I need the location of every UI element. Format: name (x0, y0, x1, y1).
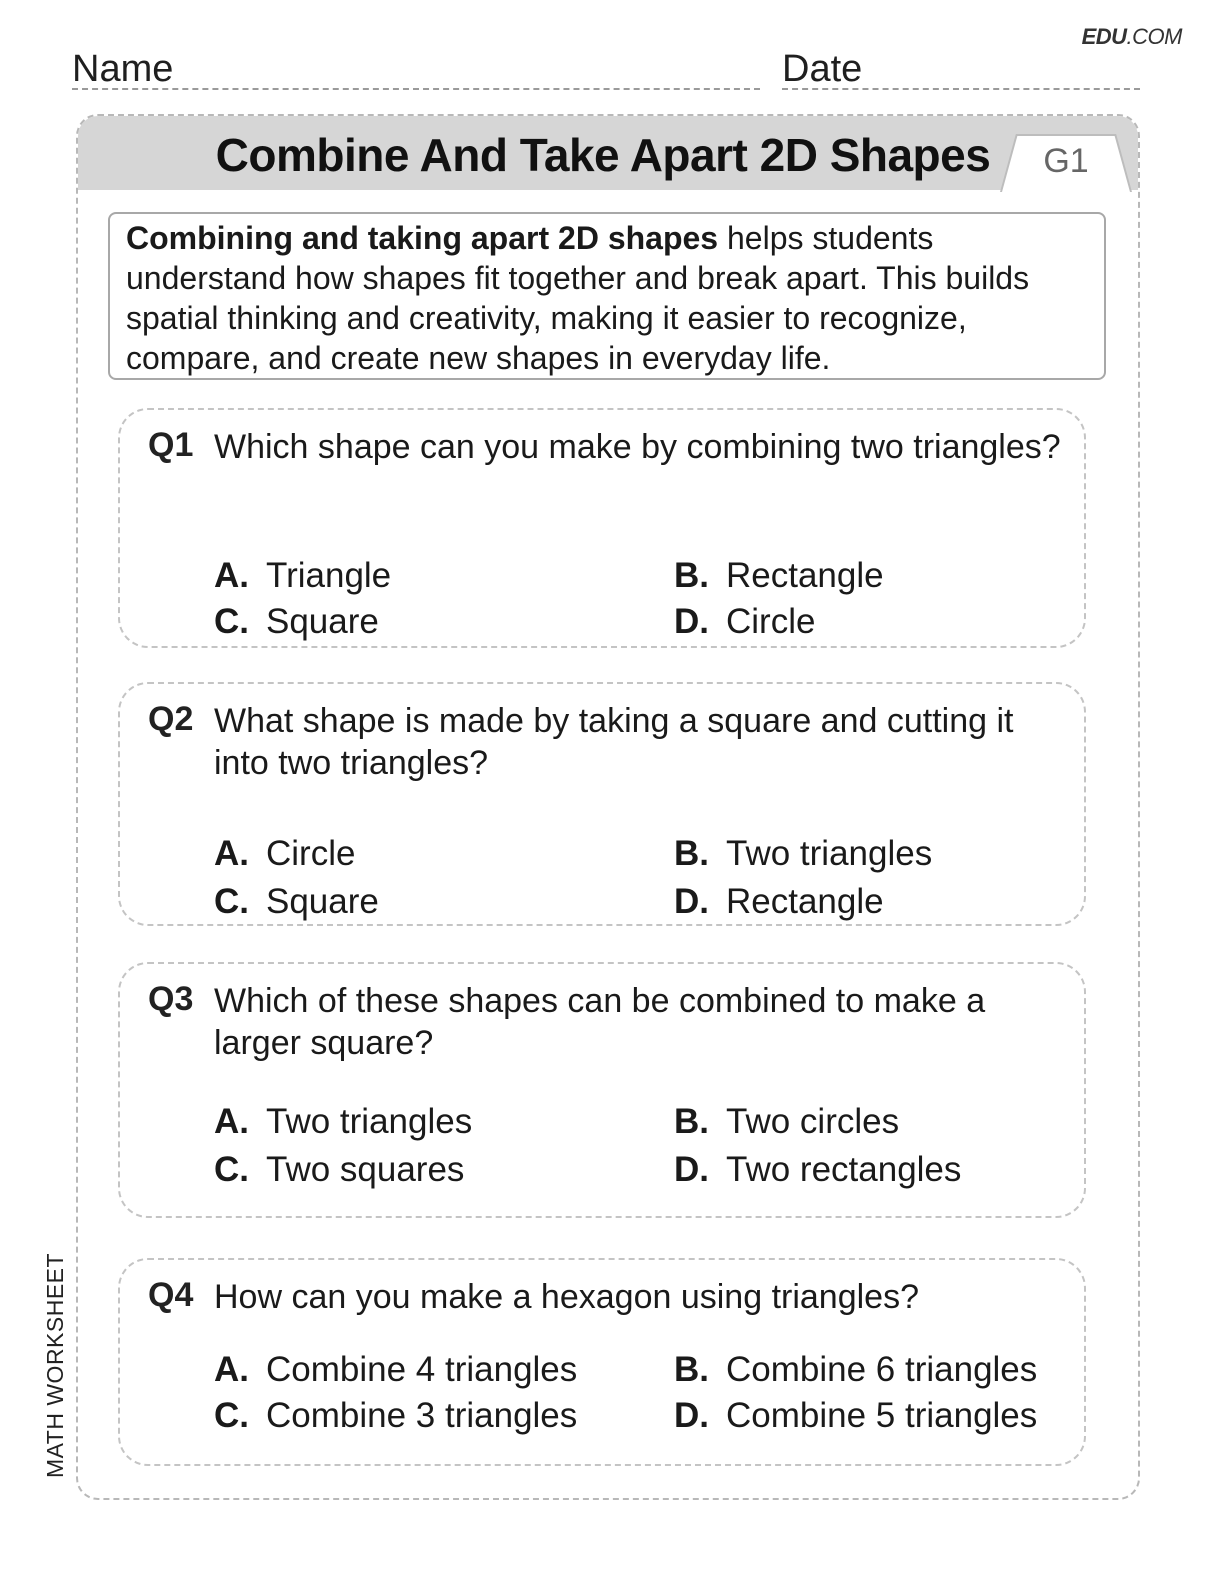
option-a[interactable]: A. Combine 4 triangles (214, 1350, 578, 1389)
intro-text: helps students understand how shapes fit together and break apart. This builds spatial thinking and creativity, making it easier to recognize, compare, and create new shapes in everyday life. (126, 220, 1030, 376)
intro-box (108, 212, 1106, 380)
option-d[interactable]: D. Combine 5 triangles (674, 1396, 1038, 1435)
question-number: Q4 (148, 1276, 194, 1314)
question-card (118, 408, 1086, 648)
grade-label: G1 (1043, 142, 1089, 180)
question-text: Which shape can you make by combining two triangles? (214, 428, 1061, 466)
option-b[interactable]: B. Two circles (674, 1102, 900, 1141)
question-card (118, 1258, 1086, 1466)
date-label: Date (782, 48, 863, 90)
side-label: MATH WORKSHEET (42, 1252, 68, 1478)
name-label: Name (72, 48, 174, 90)
header-fields (72, 46, 1140, 90)
option-b[interactable]: B. Rectangle (674, 556, 884, 595)
question-number: Q1 (148, 426, 194, 464)
brand-logo: EDU.COM (1081, 24, 1182, 49)
worksheet-frame (76, 114, 1140, 1500)
intro-bold: Combining and taking apart 2D shapes (126, 220, 719, 256)
option-d[interactable]: D. Circle (674, 602, 816, 641)
option-c[interactable]: C. Combine 3 triangles (214, 1396, 578, 1435)
option-d[interactable]: D. Rectangle (674, 882, 884, 921)
option-c[interactable]: C. Square (214, 602, 379, 641)
option-b[interactable]: B. Two triangles (674, 834, 933, 873)
option-c[interactable]: C. Square (214, 882, 379, 921)
question-number: Q3 (148, 980, 194, 1018)
option-a[interactable]: A. Triangle (214, 556, 392, 595)
question-text: How can you make a hexagon using triangles? (214, 1278, 919, 1316)
name-field[interactable] (72, 46, 760, 90)
question-text: Which of these shapes can be combined to make a larger square? (214, 982, 986, 1062)
question-number: Q2 (148, 700, 194, 738)
question-card (118, 962, 1086, 1218)
option-d[interactable]: D. Two rectangles (674, 1150, 962, 1189)
date-field[interactable] (782, 46, 1140, 90)
question-text: What shape is made by taking a square and cutting it into two triangles? (214, 702, 1014, 782)
option-a[interactable]: A. Two triangles (214, 1102, 473, 1141)
question-card (118, 682, 1086, 926)
option-c[interactable]: C. Two squares (214, 1150, 465, 1189)
option-b[interactable]: B. Combine 6 triangles (674, 1350, 1038, 1389)
option-a[interactable]: A. Circle (214, 834, 356, 873)
page-title: Combine And Take Apart 2D Shapes (215, 129, 991, 181)
